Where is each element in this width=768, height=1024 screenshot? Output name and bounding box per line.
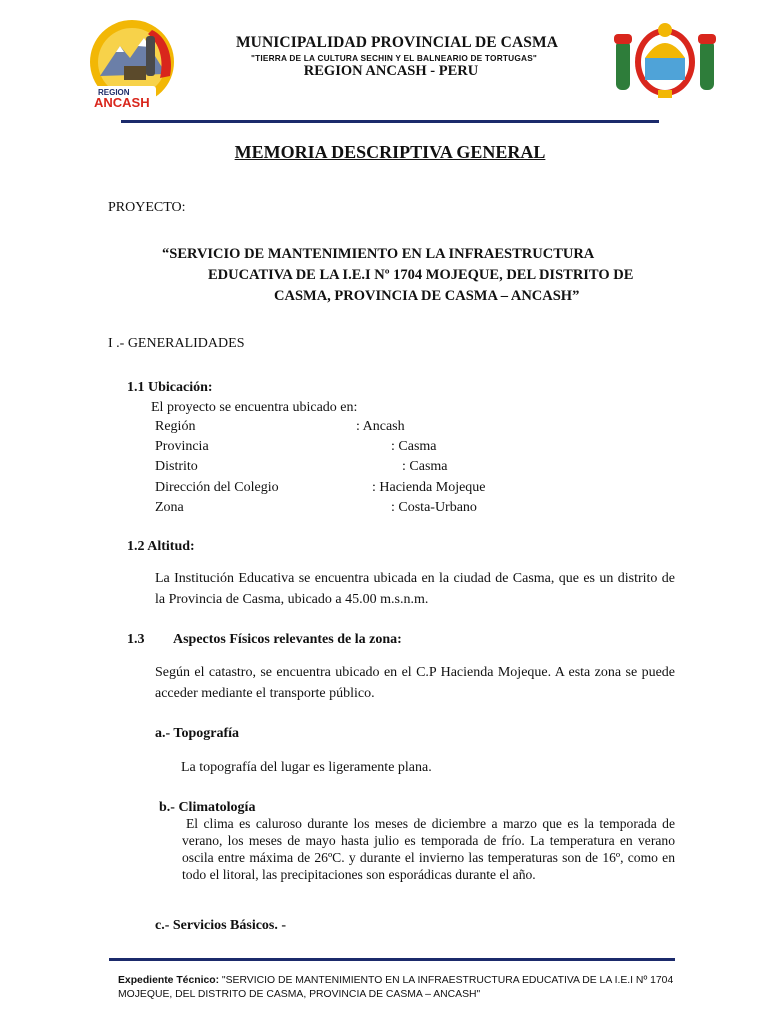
location-label: Distrito [155, 459, 198, 474]
municipality-slogan: "TIERRA DE LA CULTURA SECHIN Y EL BALNEARIO DE TORTUGAS" [250, 53, 538, 63]
municipality-title: MUNICIPALIDAD PROVINCIAL DE CASMA [235, 34, 559, 51]
aspectos-paragraph: Según el catastro, se encuentra ubicado en el C.P Hacienda Mojeque. A esta zona se puede acceder mediante el transporte público. [155, 665, 675, 701]
project-label: PROYECTO: [108, 200, 186, 215]
document-title: MEMORIA DESCRIPTIVA GENERAL [234, 142, 546, 162]
section-aspectos-heading: Aspectos Físicos relevantes de la zona: [173, 632, 402, 647]
header-divider [121, 120, 659, 123]
section-ubicacion-heading: 1.1 Ubicación: [127, 380, 213, 395]
topografia-text: La topografía del lugar es ligeramente plana. [181, 760, 432, 775]
section-altitud-heading: 1.2 Altitud: [127, 539, 195, 554]
location-value: : Casma [402, 459, 448, 474]
altitud-paragraph: La Institución Educativa se encuentra ubicada en la ciudad de Casma, que es un distrito de la Provincia de Casma, ubicado a 45.00 m.s.n.m. [155, 571, 675, 607]
footer [118, 974, 678, 1002]
location-value: : Hacienda Mojeque [372, 480, 486, 495]
section-generalidades: I .- GENERALIDADES [108, 336, 245, 351]
location-label: Región [155, 419, 196, 434]
project-line: EDUCATIVA DE LA I.E.I Nº 1704 MOJEQUE, DEL DISTRITO DE [208, 267, 634, 283]
project-line: “SERVICIO DE MANTENIMIENTO EN LA INFRAESTRUCTURA [162, 246, 595, 262]
climatologia-heading: b.- Climatología [159, 800, 256, 815]
region-subtitle: REGION ANCASH - PERU [303, 63, 479, 79]
servicios-heading: c.- Servicios Básicos. - [155, 918, 287, 933]
logo-ancash-text: ANCASH [94, 95, 150, 110]
climatologia-paragraph: El clima es caluroso durante los meses de diciembre a marzo que es la temporada de verano, los meses de mayo hasta julio es temporada de frío. La temperatura en verano oscila entre máxima de 26ºC. y durante el invierno las temperaturas son de 16º, como en todo el litoral, las precipitaciones son esporádicas durante el año. [182, 816, 675, 882]
location-label: Provincia [155, 439, 209, 454]
section-aspectos-number: 1.3 [127, 632, 145, 647]
location-value: : Costa-Urbano [391, 500, 477, 515]
footer-text: "SERVICIO DE MANTENIMIENTO EN LA INFRAESTRUCTURA EDUCATIVA DE LA I.E.I Nº 1704 MOJEQUE, DEL DISTRITO DE CASMA, PROVINCIA DE CASMA – ANCASH" [118, 975, 674, 1000]
project-title [162, 244, 682, 307]
topografia-heading: a.- Topografía [155, 726, 240, 741]
ubicacion-intro: El proyecto se encuentra ubicado en: [151, 400, 358, 415]
location-value: : Ancash [356, 419, 405, 434]
footer-divider [109, 958, 675, 961]
project-line: CASMA, PROVINCIA DE CASMA – ANCASH” [274, 288, 580, 304]
location-value: : Casma [391, 439, 437, 454]
location-label: Zona [155, 500, 184, 515]
footer-label: Expediente Técnico: [118, 975, 220, 986]
location-label: Dirección del Colegio [155, 480, 279, 495]
logo-region-text: REGION [98, 88, 130, 97]
